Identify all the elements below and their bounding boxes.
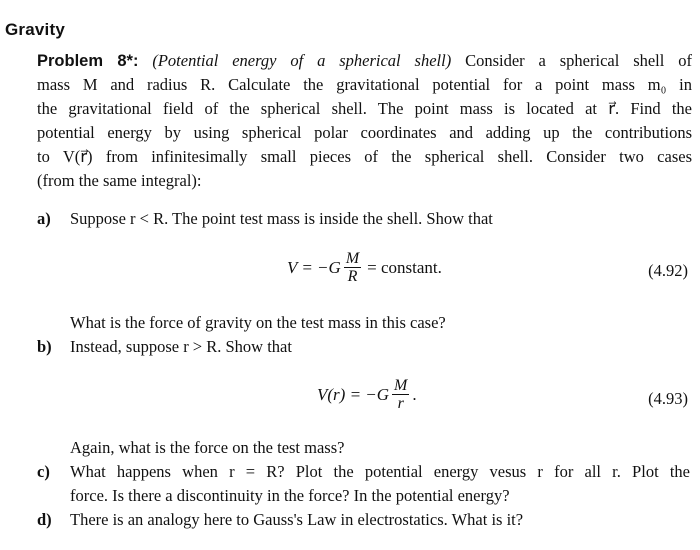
eq-4-92-denominator: R bbox=[347, 268, 358, 285]
equation-4-92 bbox=[287, 250, 442, 285]
part-b-text: Instead, suppose r > R. Show that bbox=[70, 337, 292, 356]
problem-line-1 bbox=[37, 49, 692, 73]
equation-4-93 bbox=[317, 377, 417, 412]
problem-statement bbox=[37, 49, 692, 193]
part-d-text: There is an analogy here to Gauss's Law in electrostatics. What is it? bbox=[70, 510, 524, 529]
problem-line-6: (from the same integral): bbox=[37, 171, 202, 190]
part-a-question bbox=[70, 311, 670, 335]
eq-number-4-93: (4.93) bbox=[648, 389, 688, 408]
eq-4-92-lhs: V = −G bbox=[287, 257, 341, 277]
eq-4-92-numerator: M bbox=[345, 250, 360, 267]
eq-4-93-lhs: V(r) = −G bbox=[317, 384, 390, 404]
eq-4-92-rhs: = constant. bbox=[367, 257, 442, 277]
eq-4-93-fraction bbox=[392, 377, 409, 412]
eq-4-92-fraction bbox=[344, 250, 361, 285]
part-c-text bbox=[70, 460, 690, 508]
part-a-question-text: What is the force of gravity on the test mass in this case? bbox=[70, 313, 446, 332]
part-c-line-1: What happens when r = R? Plot the potential energy vesus r for all r. Plot the bbox=[70, 462, 690, 481]
problem-line-5: to V(r⃗) from infinitesimally small pieces of the spherical shell. Consider two cases bbox=[37, 147, 692, 166]
part-d-label: d) bbox=[37, 510, 52, 529]
problem-title: (Potential energy of a spherical shell) bbox=[152, 51, 452, 70]
part-c-line-2: force. Is there a discontinuity in the force? In the potential energy? bbox=[70, 486, 510, 505]
problem-line-2: mass M and radius R. Calculate the gravitational potential for a point mass m₀ in bbox=[37, 75, 692, 94]
part-a-text: Suppose r < R. The point test mass is inside the shell. Show that bbox=[70, 209, 493, 228]
problem-label: Problem 8*: bbox=[37, 52, 139, 70]
eq-4-93-numerator: M bbox=[394, 377, 408, 394]
part-c-label: c) bbox=[37, 462, 50, 481]
problem-line-4: potential energy by using spherical polar coordinates and adding up the contributions bbox=[37, 123, 692, 142]
part-b-question-text: Again, what is the force on the test mass? bbox=[70, 438, 345, 457]
problem-text-1: Consider a spherical shell of bbox=[465, 51, 692, 70]
problem-line-3: the gravitational field of the spherical shell. The point mass is located at r⃗. Find the bbox=[37, 99, 692, 118]
eq-4-93-denominator: r bbox=[397, 395, 404, 412]
part-b-question bbox=[70, 436, 670, 460]
section-header: Gravity bbox=[5, 20, 65, 39]
part-a-label: a) bbox=[37, 209, 51, 228]
eq-4-93-rhs: . bbox=[412, 384, 417, 404]
eq-number-4-92: (4.92) bbox=[648, 261, 688, 280]
part-b-label: b) bbox=[37, 337, 52, 356]
